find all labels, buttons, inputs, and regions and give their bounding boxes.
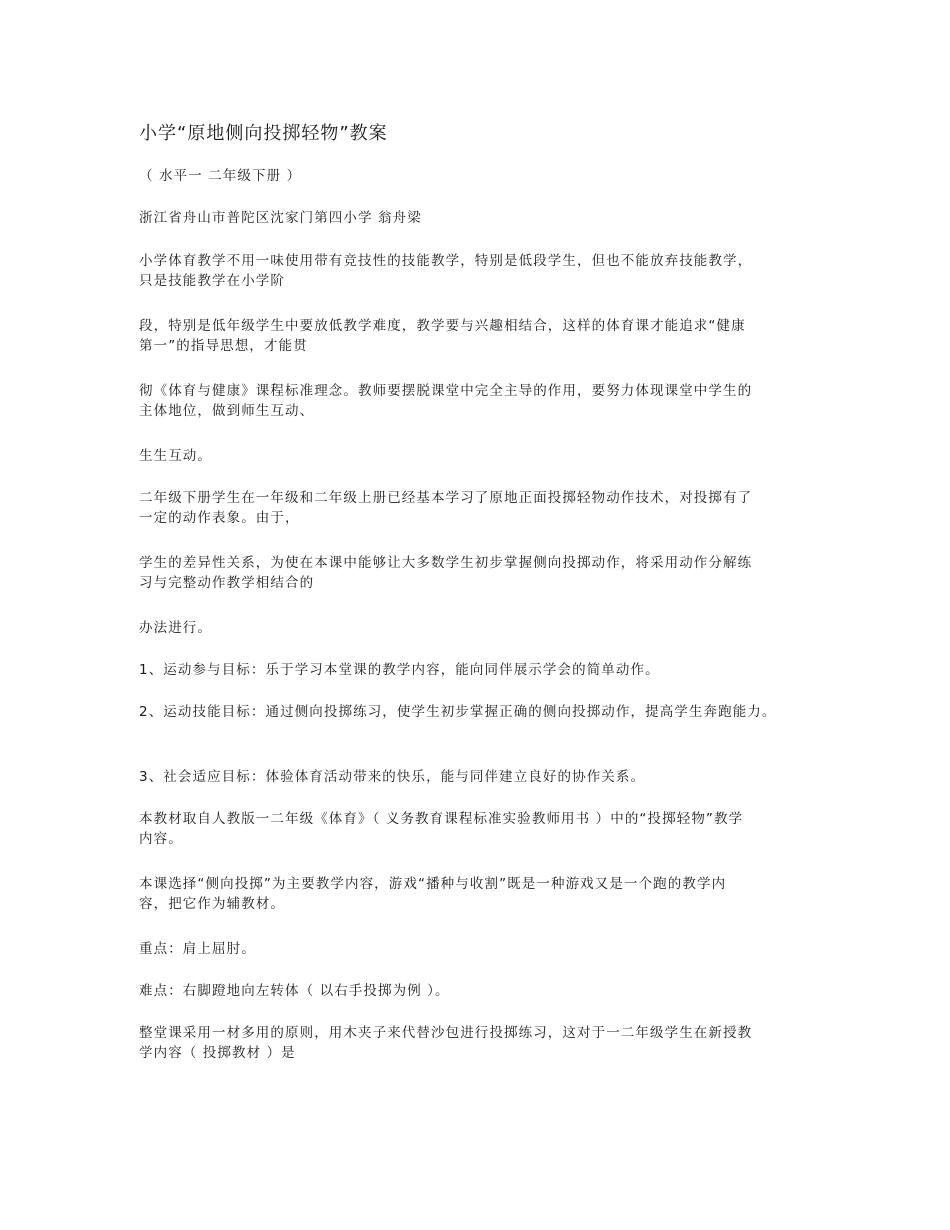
paragraph-line: （ 水平一 二年级下册 ）	[139, 168, 302, 184]
paragraph-intro-1	[139, 251, 819, 291]
paragraph-line: 办法进行。	[139, 620, 212, 636]
paragraph-line: 2、运动技能目标：通过侧向投掷练习，使学生初步掌握正确的侧向投掷动作，提高学生奔跑能力。	[139, 704, 777, 720]
paragraph-line: 学生的差异性关系，为使在本课中能够让大多数学生初步掌握侧向投掷动作，将采用动作分解练	[139, 555, 753, 571]
paragraph-difficulty	[139, 981, 819, 1001]
paragraph-line: 主体地位，做到师生互动、	[139, 403, 315, 419]
paragraph-level	[139, 166, 819, 186]
paragraph-line: 整堂课采用一材多用的原则，用木夹子来代替沙包进行投掷练习，这对于一二年级学生在新授教	[139, 1025, 753, 1041]
paragraph-line: 彻《体育与健康》课程标准理念。教师要摆脱课堂中完全主导的作用，要努力体现课堂中学生的	[139, 383, 753, 399]
paragraph-line: 重点：肩上屈肘。	[139, 941, 256, 957]
paragraph-line: 二年级下册学生在一年级和二年级上册已经基本学习了原地正面投掷轻物动作技术，对投掷有了	[139, 490, 753, 506]
paragraph-line: 本教材取自人教版一二年级《体育》（ 义务教育课程标准实验教师用书 ）中的“投掷轻物”教学	[139, 811, 744, 827]
paragraph-intro-3	[139, 381, 819, 421]
paragraph-material	[139, 809, 819, 849]
paragraph-line: 只是技能教学在小学阶	[139, 273, 285, 289]
paragraph-line: 3、社会适应目标：体验体育活动带来的快乐，能与同伴建立良好的协作关系。	[139, 769, 646, 785]
paragraph-line: 小学体育教学不用一味使用带有竞技性的技能教学，特别是低段学生，但也不能放弃技能教学，	[139, 253, 753, 269]
paragraph-line: 一定的动作表象。由于，	[139, 510, 300, 526]
paragraph-students-3	[139, 618, 819, 638]
paragraph-line: 学内容（ 投掷教材 ）是	[139, 1045, 296, 1061]
page-title: 小学“原地侧向投掷轻物”教案	[139, 123, 388, 144]
paragraph-author	[139, 208, 819, 228]
paragraph-line: 难点：右脚蹬地向左转体（ 以右手投掷为例 ）。	[139, 983, 450, 999]
paragraph-students-2	[139, 553, 819, 593]
paragraph-intro-4	[139, 446, 819, 466]
paragraph-line: 第一”的指导思想，才能贯	[139, 338, 308, 354]
paragraph-method	[139, 1023, 819, 1063]
paragraph-line: 生生互动。	[139, 448, 212, 464]
paragraph-line: 段，特别是低年级学生中要放低教学难度，教学要与兴趣相结合，这样的体育课才能追求“健康	[139, 318, 746, 334]
goal-skill	[139, 702, 819, 722]
paragraph-line: 1、运动参与目标：乐于学习本堂课的教学内容，能向同伴展示学会的简单动作。	[139, 662, 660, 678]
paragraph-key-point	[139, 939, 819, 959]
goal-participation	[139, 660, 819, 680]
goal-social	[139, 767, 819, 787]
paragraph-line: 本课选择“侧向投掷”为主要教学内容，游戏“播种与收割”既是一种游戏又是一个跑的教学内	[139, 876, 727, 892]
paragraph-line: 浙江省舟山市普陀区沈家门第四小学 翁舟梁	[139, 210, 422, 226]
paragraph-students-1	[139, 488, 819, 528]
paragraph-line: 容，把它作为辅教材。	[139, 896, 285, 912]
paragraph-content	[139, 874, 819, 914]
paragraph-line: 内容。	[139, 831, 183, 847]
paragraph-intro-2	[139, 316, 819, 356]
paragraph-line: 习与完整动作教学相结合的	[139, 575, 315, 591]
